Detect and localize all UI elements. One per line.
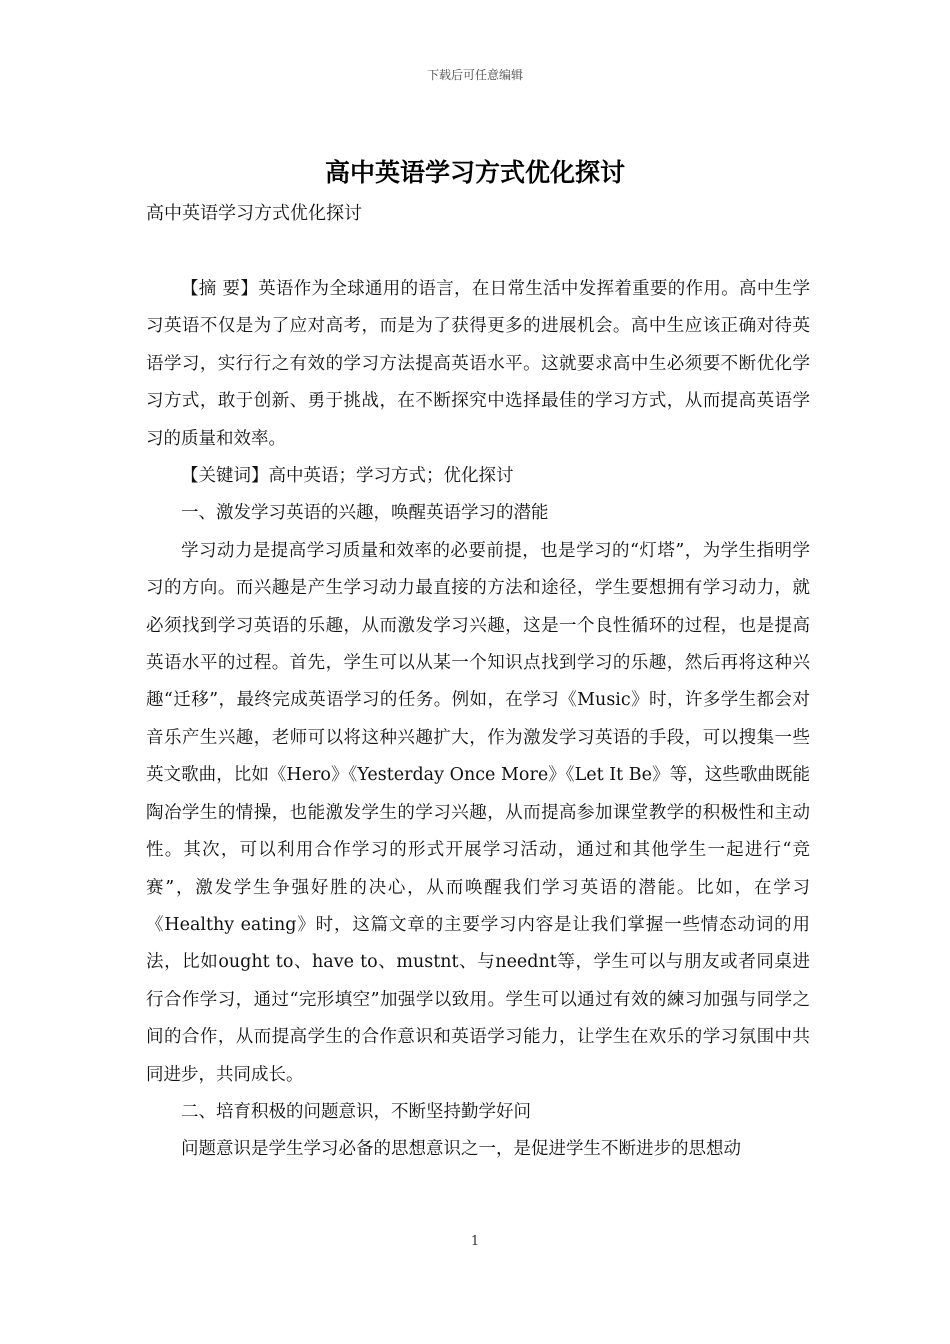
abstract-paragraph: 【摘 要】英语作为全球通用的语言，在日常生活中发挥着重要的作用。高中生学习英语不仅是为了应对高考，而是为了获得更多的进展机会。高中生应该正确对待英语学习，实行行之有效的学习方法提高英语水平。这就要求高中生必须要不断优化学习方式，敢于创新、勇于挑战，在不断探究中选择最佳的学习方式，从而提高英语学习的质量和效率。 bbox=[146, 279, 810, 449]
document-subtitle: 高中英语学习方式优化探讨 bbox=[146, 203, 362, 224]
section-heading-1: 一、激发学习英语的兴趣，唤醒英语学习的潜能 bbox=[181, 503, 549, 524]
section-heading-2: 二、培育积极的问题意识，不断坚持勤学好问 bbox=[181, 1101, 531, 1122]
keywords-paragraph: 【关键词】高中英语；学习方式；优化探讨 bbox=[181, 466, 514, 487]
document-body bbox=[146, 271, 810, 1169]
page-number: 1 bbox=[470, 1234, 480, 1249]
body-paragraph: 问题意识是学生学习必备的思想意识之一，是促进学生不断进步的思想动 bbox=[181, 1139, 741, 1160]
document-title: 高中英语学习方式优化探讨 bbox=[324, 158, 625, 187]
header-note: 下载后可任意编辑 bbox=[426, 68, 523, 82]
body-paragraph: 学习动力是提高学习质量和效率的必要前提，也是学习的“灯塔”，为学生指明学习的方向。而兴趣是产生学习动力最直接的方法和途径，学生要想拥有学习动力，就必须找到学习英语的乐趣，从而激发学习兴趣，这是一个良性循环的过程，也是提高英语水平的过程。首先，学生可以从某一个知识点找到学习的乐趣，然后再将这种兴趣“迁移”，最终完成英语学习的任务。例如，在学习《Music》时，许多学生都会对音乐产生兴趣，老师可以将这种兴趣扩大，作为激发学习英语的手段，可以搜集一些英文歌曲，比如《Hero》《Yesterday Once More》《Let It Be》等，这些歌曲既能陶冶学生的情操，也能激发学生的学习兴趣，从而提高参加课堂教学的积极性和主动性。其次，可以利用合作学习的形式开展学习活动，通过和其他学生一起进行“竞赛”，激发学生争强好胜的决心，从而唤醒我们学习英语的潜能。比如，在学习《Healthy eating》时，这篇文章的主要学习内容是让我们掌握一些情态动词的用法，比如ought to、have to、mustnt、与neednt等，学生可以与朋友或者同桌进行合作学习，通过“完形填空”加强学以致用。学生可以通过有效的練习加强与同学之间的合作，从而提高学生的合作意识和英语学习能力，让学生在欢乐的学习氛围中共同进步，共同成长。 bbox=[146, 540, 810, 1085]
